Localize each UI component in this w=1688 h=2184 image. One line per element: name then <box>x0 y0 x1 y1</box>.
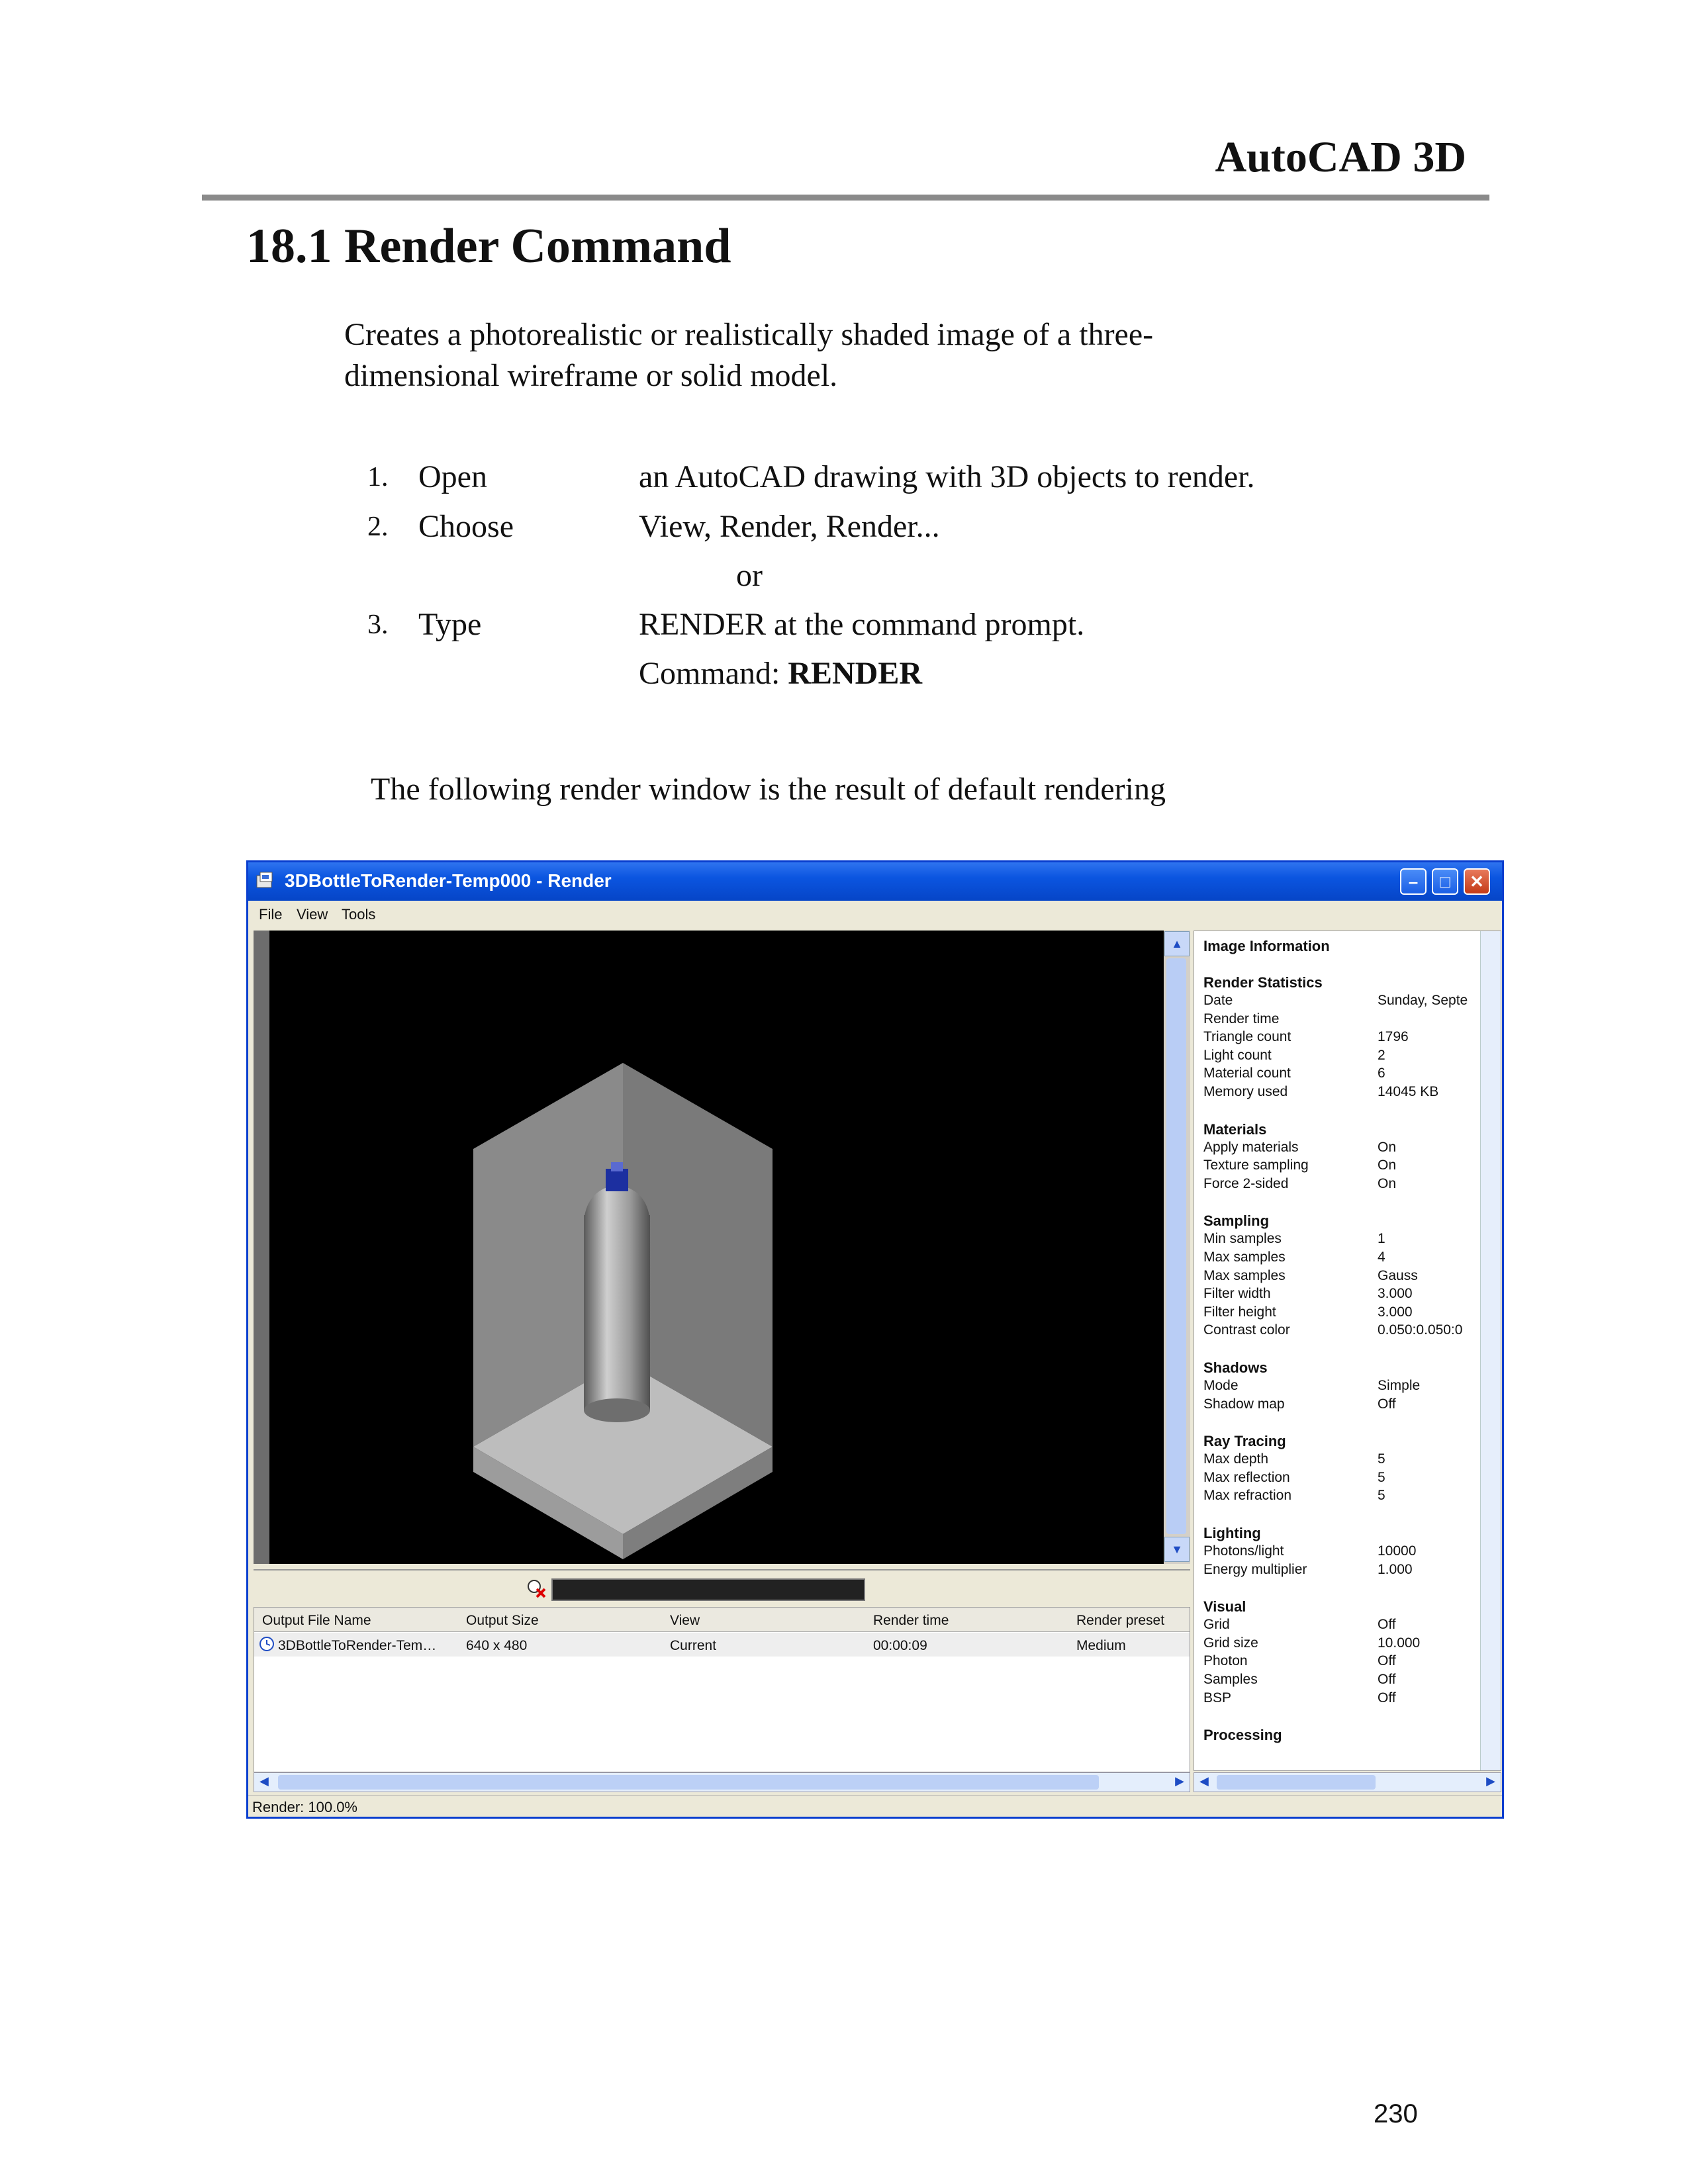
maximize-icon: □ <box>1440 872 1450 891</box>
info-value: Off <box>1378 1396 1396 1412</box>
minimize-icon: – <box>1408 872 1419 891</box>
info-group-heading: Render Statistics <box>1203 974 1323 991</box>
bottle-cap <box>606 1169 628 1191</box>
scroll-up-icon[interactable]: ▲ <box>1164 931 1190 956</box>
info-value: 6 <box>1378 1066 1385 1081</box>
info-group-heading: Ray Tracing <box>1203 1433 1286 1450</box>
info-value: Simple <box>1378 1378 1421 1393</box>
step-1-action: Open <box>418 459 487 494</box>
col-output-file-name[interactable]: Output File Name <box>262 1613 371 1628</box>
info-value: 1796 <box>1378 1029 1409 1045</box>
bottle-body <box>584 1215 650 1410</box>
info-label: Samples <box>1203 1672 1258 1687</box>
image-information-panel <box>1194 931 1501 1771</box>
progress-area <box>254 1569 1190 1605</box>
scroll-thumb[interactable] <box>1166 958 1186 1534</box>
step-2-action: Choose <box>418 509 514 544</box>
render-window <box>246 860 1504 1819</box>
info-horizontal-scrollbar[interactable] <box>1194 1772 1501 1792</box>
render-history-list <box>254 1607 1190 1772</box>
info-value: Off <box>1378 1672 1396 1687</box>
render-progress-bar <box>551 1578 865 1601</box>
info-value: 2 <box>1378 1047 1385 1063</box>
command-name: RENDER <box>788 656 923 691</box>
viewport-scrollbar[interactable] <box>1164 931 1190 1564</box>
step-1-number: 1. <box>367 462 389 492</box>
table-row[interactable] <box>254 1633 1190 1657</box>
step-3-action: Type <box>418 607 482 642</box>
cell-render-time: 00:00:09 <box>873 1638 927 1653</box>
info-value: 5 <box>1378 1488 1385 1504</box>
command-line <box>639 655 922 692</box>
header-rule <box>202 195 1489 201</box>
info-value: On <box>1378 1139 1397 1155</box>
close-button[interactable] <box>1464 868 1490 895</box>
cancel-render-icon[interactable] <box>526 1578 546 1598</box>
step-2-text: View, Render, Render... <box>639 509 940 544</box>
info-label: Contrast color <box>1203 1322 1290 1338</box>
scroll-left-icon[interactable]: ◀ <box>259 1774 269 1788</box>
info-value: Off <box>1378 1690 1396 1706</box>
rendered-scene <box>269 931 1164 1564</box>
window-title: 3DBottleToRender-Temp000 - Render <box>285 870 612 891</box>
info-label: Grid <box>1203 1617 1230 1633</box>
scroll-right-icon[interactable]: ▶ <box>1175 1774 1184 1788</box>
info-value: 10000 <box>1378 1543 1417 1559</box>
info-group-heading: Sampling <box>1203 1212 1270 1230</box>
minimize-button[interactable] <box>1400 868 1427 895</box>
intro-paragraph: Creates a photorealistic or realistically shaded image of a three-dimensional wireframe or solid model. <box>344 317 1154 393</box>
maximize-button[interactable] <box>1432 868 1458 895</box>
history-header <box>254 1608 1190 1632</box>
info-scroll-thumb[interactable] <box>1217 1775 1376 1790</box>
scroll-down-icon[interactable]: ▼ <box>1164 1537 1190 1562</box>
info-label: Max reflection <box>1203 1469 1290 1485</box>
menu-file[interactable]: File <box>259 906 283 923</box>
info-value: 3.000 <box>1378 1286 1413 1302</box>
info-panel-title: Image Information <box>1203 938 1330 954</box>
info-value: 1 <box>1378 1231 1385 1247</box>
info-label: Render time <box>1203 1011 1280 1026</box>
info-value: 4 <box>1378 1250 1385 1265</box>
info-label: BSP <box>1203 1690 1232 1706</box>
info-label: Light count <box>1203 1047 1272 1063</box>
step-3-text: RENDER at the command prompt. <box>639 607 1085 642</box>
info-value: Off <box>1378 1617 1396 1633</box>
command-prefix: Command: <box>639 656 788 691</box>
info-label: Max depth <box>1203 1451 1269 1467</box>
status-bar <box>248 1796 1502 1817</box>
info-value: 0.050:0.050:0 <box>1378 1322 1463 1338</box>
info-label: Max refraction <box>1203 1488 1292 1504</box>
info-group-heading: Visual <box>1203 1598 1246 1615</box>
step-or: or <box>736 558 763 593</box>
history-scroll-thumb[interactable] <box>278 1775 1099 1790</box>
info-label: Photon <box>1203 1653 1248 1669</box>
info-value: 10.000 <box>1378 1635 1421 1651</box>
step-1-text: an AutoCAD drawing with 3D objects to render. <box>639 459 1255 494</box>
info-label: Mode <box>1203 1378 1239 1393</box>
cell-render-preset: Medium <box>1076 1638 1126 1653</box>
render-app-icon <box>255 870 275 890</box>
info-label: Triangle count <box>1203 1029 1291 1045</box>
info-value: 5 <box>1378 1451 1385 1467</box>
render-viewport <box>254 931 1164 1564</box>
info-value: Off <box>1378 1653 1396 1669</box>
col-view[interactable]: View <box>670 1613 700 1628</box>
info-group-heading: Shadows <box>1203 1359 1268 1376</box>
info-label: Energy multiplier <box>1203 1561 1307 1577</box>
step-3-number: 3. <box>367 610 389 640</box>
menu-tools[interactable]: Tools <box>342 906 376 923</box>
info-value: On <box>1378 1158 1397 1173</box>
info-label: Force 2-sided <box>1203 1175 1289 1191</box>
info-label: Min samples <box>1203 1231 1282 1247</box>
info-label: Material count <box>1203 1066 1291 1081</box>
info-value: Sunday, Septe <box>1378 993 1468 1008</box>
info-label: Apply materials <box>1203 1139 1299 1155</box>
menu-view[interactable]: View <box>297 906 328 923</box>
info-label: Photons/light <box>1203 1543 1284 1559</box>
section-title: 18.1 Render Command <box>246 219 731 273</box>
info-value: 1.000 <box>1378 1561 1413 1577</box>
info-label: Grid size <box>1203 1635 1258 1651</box>
scroll-left-icon[interactable]: ◀ <box>1199 1774 1209 1788</box>
history-entry-icon <box>258 1635 275 1653</box>
figure-caption: The following render window is the result of default rendering <box>371 772 1166 807</box>
info-value: 3.000 <box>1378 1304 1413 1320</box>
info-scrollbar[interactable] <box>1480 931 1501 1770</box>
info-value: 14045 KB <box>1378 1084 1439 1099</box>
status-text: Render: 100.0% <box>252 1799 357 1815</box>
info-label: Filter width <box>1203 1286 1271 1302</box>
scroll-right-icon[interactable]: ▶ <box>1486 1774 1495 1788</box>
info-value: Gauss <box>1378 1267 1418 1283</box>
history-horizontal-scrollbar[interactable] <box>254 1772 1190 1792</box>
info-value: On <box>1378 1175 1397 1191</box>
close-icon: ✕ <box>1470 872 1484 891</box>
step-2-number: 2. <box>367 512 389 542</box>
info-label: Shadow map <box>1203 1396 1285 1412</box>
info-label: Filter height <box>1203 1304 1276 1320</box>
col-render-preset[interactable]: Render preset <box>1076 1613 1165 1628</box>
info-label: Date <box>1203 993 1233 1008</box>
cell-view: Current <box>670 1638 717 1653</box>
info-group-heading: Lighting <box>1203 1525 1261 1541</box>
page-number: 230 <box>1374 2099 1418 2128</box>
info-label: Max samples <box>1203 1250 1286 1265</box>
info-group-heading: Materials <box>1203 1120 1267 1138</box>
cell-output-size: 640 x 480 <box>466 1638 528 1653</box>
info-group-heading: Processing <box>1203 1727 1282 1744</box>
title-bar[interactable] <box>248 862 1502 901</box>
col-output-size[interactable]: Output Size <box>466 1613 539 1628</box>
info-label: Memory used <box>1203 1084 1288 1099</box>
running-header: AutoCAD 3D <box>1215 133 1466 181</box>
info-value: 5 <box>1378 1469 1385 1485</box>
col-render-time[interactable]: Render time <box>873 1613 949 1628</box>
cell-output-file-name: 3DBottleToRender-Tem… <box>278 1638 437 1653</box>
menu-bar <box>248 901 1502 927</box>
info-label: Texture sampling <box>1203 1158 1309 1173</box>
info-label: Max samples <box>1203 1267 1286 1283</box>
